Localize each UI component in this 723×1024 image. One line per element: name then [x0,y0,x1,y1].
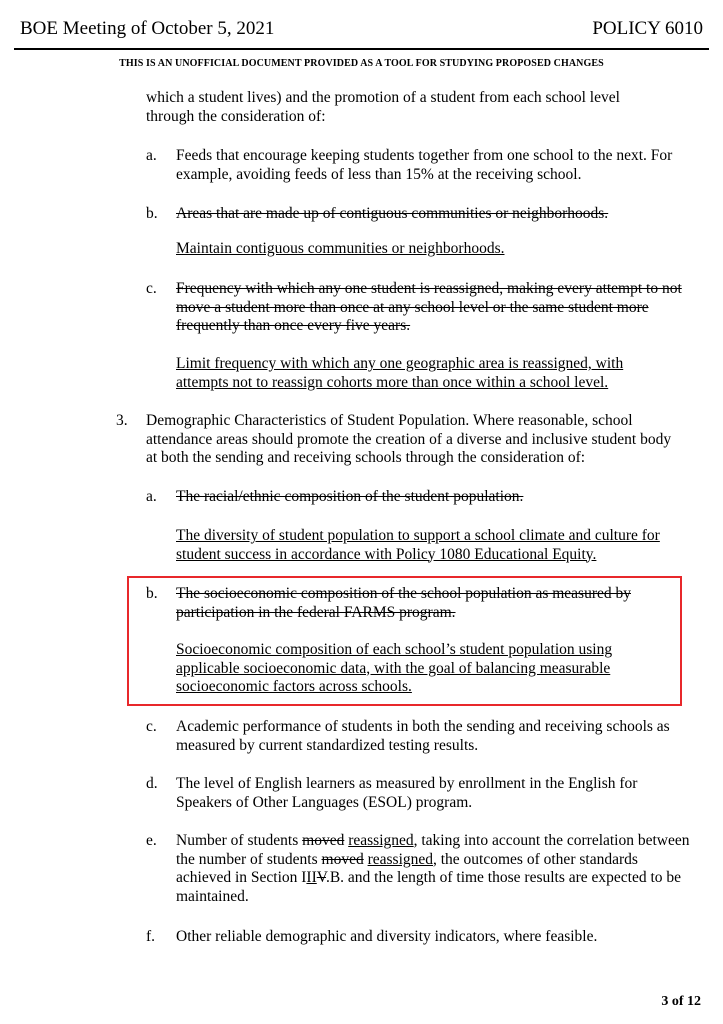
item-b-struck-text [176,205,688,224]
item-3f-label: f. [146,928,156,945]
item-3e-label: e. [146,832,157,849]
item-3a-struck-span: The racial/ethnic composition of the student population. [176,488,524,505]
item-3e-reassigned-2: reassigned [367,850,433,868]
item-a-label: a. [146,147,157,164]
item-3e-part-1: Number of students [176,832,303,849]
item-3a-new-text [176,527,700,564]
item-3e-section-a: I [301,869,307,886]
unofficial-notice: THIS IS AN UNOFFICIAL DOCUMENT PROVIDED AS A TOOL FOR STUDYING PROPOSED CHANGES [119,58,604,69]
item-3f-text: Other reliable demographic and diversity indicators, where feasible. [176,928,598,945]
item-b-new-span: Maintain contiguous communities or neighborhoods. [176,240,505,257]
item-3d-text: The level of English learners as measured by enrollment in the English for Speakers of Other Languages (ESOL) program. [176,775,638,811]
item-c-struck-text [176,280,692,336]
item-3b-new-text [176,641,666,697]
intro-text: which a student lives) and the promotion of a student from each school level through the consideration of: [146,89,620,125]
item-3e-text [176,832,690,906]
section-3-text: Demographic Characteristics of Student Population. Where reasonable, school attendance areas should promote the creation of a diverse and inclusive student body at both the sending and receiving schools through the consideration of: [146,412,672,466]
item-3a-struck-text [176,488,688,507]
item-3c-label: c. [146,718,157,735]
item-3a-new-span: The diversity of student population to support a school climate and culture for student success in accordance with Policy 1080 Educational Equity. [176,527,660,563]
item-3e-reassigned-1: reassigned [348,832,414,849]
page-number: 3 of 12 [661,994,701,1009]
item-3b-struck-text [176,585,676,622]
item-c-new-span: Limit frequency with which any one geographic area is reassigned, with attempts not to reassign cohorts more than once within a school level. [176,355,624,391]
item-3e-part-2: , taking into account the correlation between the number of students [176,832,690,868]
item-3c-text: Academic performance of students in both the sending and receiving schools as measured by current standardized testing results. [176,718,670,754]
item-3e-part-4: .B. and the length of time those results are expected to be maintained. [176,869,682,905]
item-3b-struck-span: The socioeconomic composition of the school population as measured by participation in the federal FARMS program. [176,585,631,621]
item-3d-label: d. [146,775,158,792]
item-3e-section-c: V [316,869,326,886]
item-3e-moved-1: moved [302,832,345,849]
item-3e-section-b: II [306,869,317,886]
item-c-struck-span: Frequency with which any one student is reassigned, making every attempt to not move a student more than once at any school level or the same student more frequently than once every five years. [176,280,682,334]
meeting-title: BOE Meeting of October 5, 2021 [20,18,275,39]
item-b-struck-span: Areas that are made up of contiguous communities or neighborhoods. [176,205,609,222]
item-3e-moved-2: moved [321,850,364,868]
item-a-text: Feeds that encourage keeping students together from one school to the next. For example, avoiding feeds of less than 15% at the receiving school. [176,147,673,183]
policy-number: POLICY 6010 [592,18,703,39]
item-3b-label: b. [146,585,158,602]
item-b-label: b. [146,205,158,222]
header-rule [14,48,709,50]
item-c-new-text [176,355,676,392]
section-3-number: 3. [116,412,128,429]
item-3b-new-span: Socioeconomic composition of each school’s student population using applicable socioeconomic data, with the goal of balancing measurable socioeconomic factors across schools. [176,641,613,695]
item-3a-label: a. [146,488,157,505]
item-c-label: c. [146,280,157,297]
item-3e-part-3: , the outcomes of other standards achieved in Section [176,850,638,886]
item-b-new-text [176,240,688,259]
